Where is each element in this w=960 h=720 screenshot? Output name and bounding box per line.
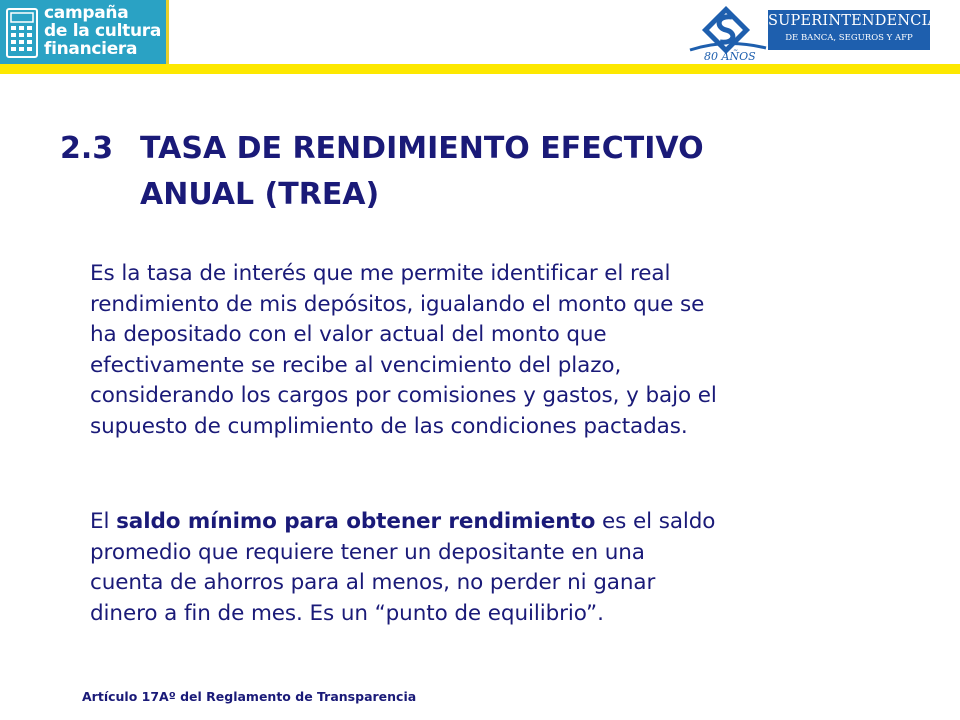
section-number: 2.3 <box>60 131 114 166</box>
title-text-1: TASA DE RENDIMIENTO EFECTIVO <box>140 131 704 166</box>
campaign-line-1: campaña <box>44 3 129 23</box>
paragraph-prefix: El <box>90 509 117 534</box>
sbs-subtitle: DE BANCA, SEGUROS Y AFP <box>785 33 913 43</box>
key-term: saldo mínimo para obtener rendimiento <box>116 509 596 534</box>
definition-paragraph <box>90 259 717 442</box>
paragraph-line: efectivamente se recibe al vencimiento del plazo, <box>90 352 622 378</box>
paragraph-line: dinero a fin de mes. Es un “punto de equilibrio”. <box>90 600 604 626</box>
brand-divider <box>166 0 169 68</box>
sbs-emblem-icon <box>680 4 772 64</box>
paragraph-line: rendimiento de mis depósitos, igualando el monto que se <box>90 291 705 317</box>
paragraph-line: Es la tasa de interés que me permite identificar el real <box>90 261 671 286</box>
footnote: Artículo 17Aº del Reglamento de Transparencia <box>82 689 417 704</box>
paragraph-line: cuenta de ahorros para al menos, no perder ni ganar <box>90 570 656 595</box>
paragraph-line: supuesto de cumplimiento de las condiciones pactadas. <box>90 413 688 439</box>
calculator-icon <box>6 8 38 58</box>
campaign-line-3: financiera <box>44 39 138 59</box>
paragraph-rest: es el saldo <box>595 509 716 534</box>
campaign-logo <box>0 0 166 68</box>
sbs-name: SUPERINTENDENCIA <box>768 13 939 29</box>
anniversary-text: 80 AÑOS <box>704 50 756 63</box>
paragraph-line <box>90 507 715 538</box>
paragraph-line: promedio que requiere tener un depositante en una <box>90 539 645 565</box>
title-line-1 <box>60 126 704 172</box>
paragraph-line: ha depositado con el valor actual del monto que <box>90 322 607 347</box>
header <box>0 0 960 68</box>
header-band <box>0 64 960 74</box>
sbs-logo <box>768 10 939 50</box>
campaign-line-2: de la cultura <box>44 21 162 41</box>
campaign-name <box>44 4 161 58</box>
paragraph-line: considerando los cargos por comisiones y gastos, y bajo el <box>90 383 717 408</box>
page-title <box>60 126 704 218</box>
title-line-2: ANUAL (TREA) <box>140 177 380 212</box>
minimum-balance-paragraph <box>90 507 715 629</box>
